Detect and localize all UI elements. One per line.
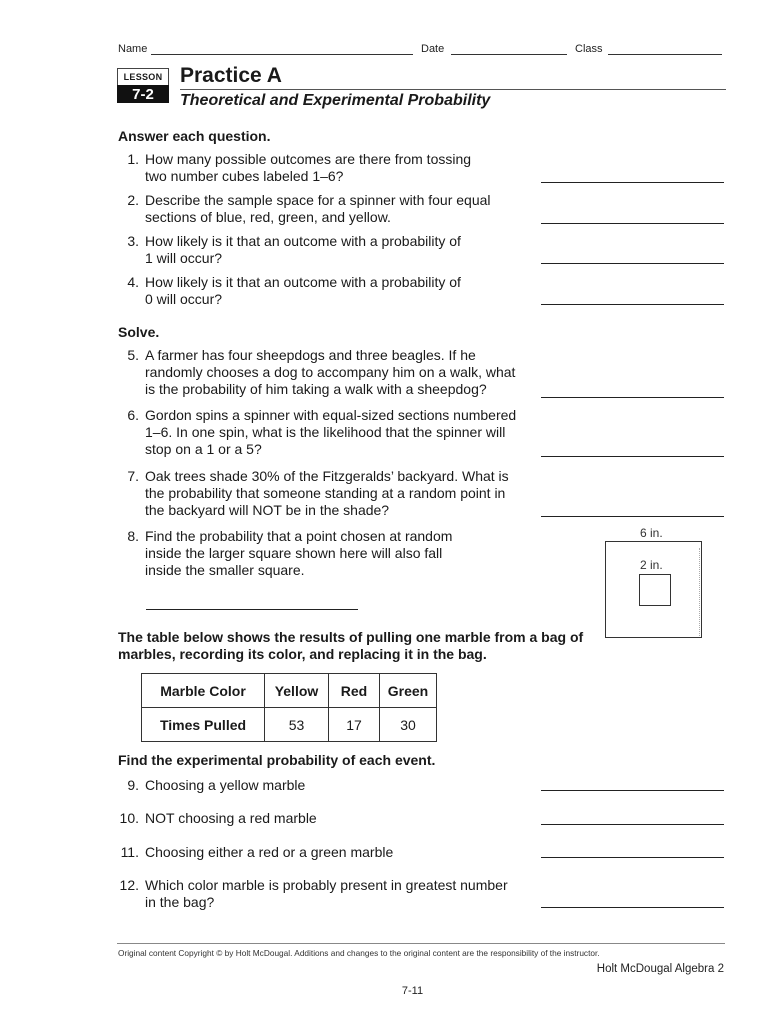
question-text: Find the probability that a point chosen at random — [145, 528, 453, 544]
question-text: inside the smaller square. — [145, 562, 305, 578]
class-label: Class — [575, 43, 603, 55]
question-text: Gordon spins a spinner with equal-sized sections numbered — [145, 407, 517, 423]
question-text: in the bag? — [145, 894, 215, 910]
question-text: NOT choosing a red marble — [145, 810, 317, 826]
date-line[interactable] — [451, 54, 567, 55]
table-header: Red — [329, 674, 380, 708]
question-text: two number cubes labeled 1–6? — [145, 168, 344, 184]
table-cell: 30 — [380, 708, 437, 742]
question-number: 8. — [127, 528, 139, 544]
inner-square — [639, 574, 671, 606]
question-number: 3. — [127, 233, 139, 249]
name-line[interactable] — [151, 54, 413, 55]
outer-square-label: 6 in. — [640, 526, 663, 540]
question-text: Which color marble is probably present in greatest number — [145, 877, 508, 893]
question-number: 9. — [127, 777, 139, 793]
table-intro-1: The table below shows the results of pulling one marble from a bag of — [118, 629, 584, 645]
section-heading-experimental: Find the experimental probability of each event. — [118, 752, 436, 768]
question-text: 1–6. In one spin, what is the likelihood that the spinner will — [145, 424, 506, 440]
page-title: Practice A — [180, 64, 282, 87]
question-text: Describe the sample space for a spinner with four equal — [145, 192, 491, 208]
section-heading-solve: Solve. — [118, 324, 160, 340]
class-line[interactable] — [608, 54, 722, 55]
question-text: 0 will occur? — [145, 291, 223, 307]
question-text: A farmer has four sheepdogs and three beagles. If he — [145, 347, 476, 363]
question-number: 11. — [120, 844, 139, 860]
table-cell: 53 — [265, 708, 329, 742]
question-text: How many possible outcomes are there from tossing — [145, 151, 472, 167]
table-row-label: Times Pulled — [142, 708, 265, 742]
answer-line-6[interactable] — [541, 456, 724, 457]
question-text: the probability that someone standing at a random point in — [145, 485, 506, 501]
question-number: 2. — [127, 192, 139, 208]
table-cell: 17 — [329, 708, 380, 742]
question-text: How likely is it that an outcome with a probability of — [145, 274, 461, 290]
figure-edge — [699, 548, 700, 636]
question-text: 1 will occur? — [145, 250, 223, 266]
lesson-tag: LESSON — [117, 68, 169, 86]
answer-line-9[interactable] — [541, 790, 724, 791]
answer-line-11[interactable] — [541, 857, 724, 858]
table-header: Marble Color — [142, 674, 265, 708]
answer-line-7[interactable] — [541, 516, 724, 517]
table-header: Yellow — [265, 674, 329, 708]
answer-line-5[interactable] — [541, 397, 724, 398]
book-title: Holt McDougal Algebra 2 — [596, 963, 724, 975]
answer-line-3[interactable] — [541, 263, 724, 264]
marble-table — [141, 673, 437, 742]
inner-square-label: 2 in. — [640, 558, 663, 572]
footer-rule — [117, 943, 725, 944]
question-text: sections of blue, red, green, and yellow. — [145, 209, 391, 225]
date-label: Date — [421, 43, 445, 55]
question-number: 5. — [127, 347, 139, 363]
table-header: Green — [380, 674, 437, 708]
page-number: 7-11 — [401, 985, 424, 997]
question-text: Choosing a yellow marble — [145, 777, 306, 793]
question-text: Choosing either a red or a green marble — [145, 844, 394, 860]
answer-line-2[interactable] — [541, 223, 724, 224]
question-number: 7. — [127, 468, 139, 484]
question-text: randomly chooses a dog to accompany him on a walk, what — [145, 364, 516, 380]
question-number: 6. — [127, 407, 139, 423]
title-rule — [180, 89, 726, 90]
answer-line-10[interactable] — [541, 824, 724, 825]
section-heading-answer: Answer each question. — [118, 128, 271, 144]
question-number: 12. — [119, 877, 139, 893]
question-text: stop on a 1 or a 5? — [145, 441, 262, 457]
question-text: inside the larger square shown here will also fall — [145, 545, 443, 561]
question-number: 4. — [127, 274, 139, 290]
answer-line-8[interactable] — [146, 609, 358, 610]
question-text: How likely is it that an outcome with a probability of — [145, 233, 461, 249]
name-label: Name — [118, 43, 148, 55]
page-subtitle: Theoretical and Experimental Probability — [180, 92, 491, 109]
copyright-text: Original content Copyright © by Holt McDougal. Additions and changes to the original content are the responsibility of the instructor. — [118, 948, 600, 958]
lesson-number: 7-2 — [117, 85, 169, 103]
question-number: 10. — [119, 810, 139, 826]
question-number: 1. — [127, 151, 139, 167]
question-text: is the probability of him taking a walk with a sheepdog? — [145, 381, 487, 397]
table-row — [142, 708, 437, 742]
answer-line-12[interactable] — [541, 907, 724, 908]
table-intro-2: marbles, recording its color, and replacing it in the bag. — [118, 646, 487, 662]
question-text: Oak trees shade 30% of the Fitzgeralds’ backyard. What is — [145, 468, 509, 484]
answer-line-1[interactable] — [541, 182, 724, 183]
table-row — [142, 674, 437, 708]
question-text: the backyard will NOT be in the shade? — [145, 502, 390, 518]
answer-line-4[interactable] — [541, 304, 724, 305]
